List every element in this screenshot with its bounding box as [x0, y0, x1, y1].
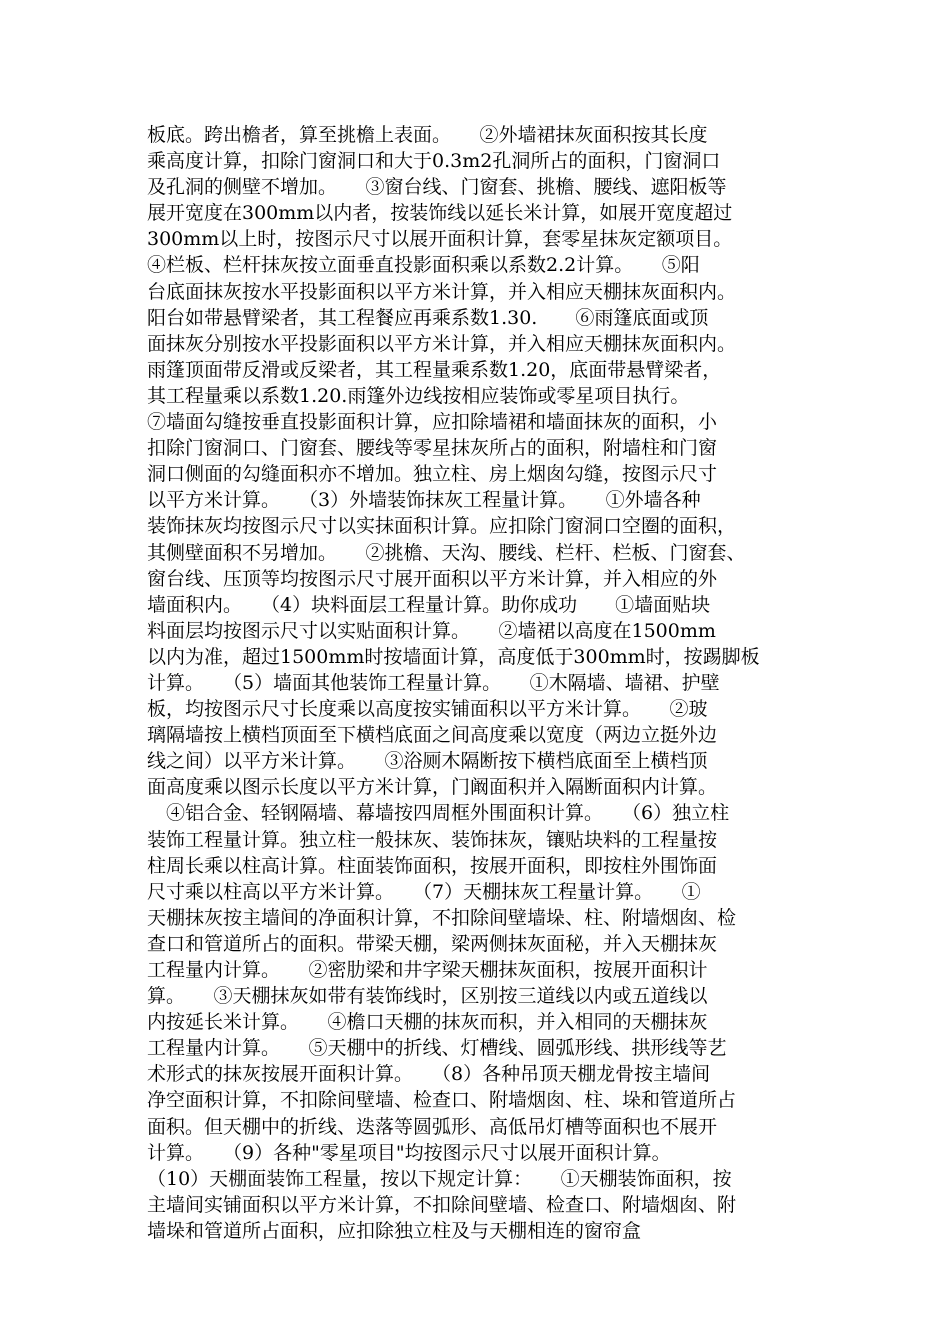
body-text [147, 122, 837, 1244]
text-line: （10）天棚面装饰工程量，按以下规定计算： ①天棚装饰面积，按 [147, 1167, 732, 1190]
text-line: ④铝合金、轻钢隔墙、幕墙按四周框外围面积计算。 （6）独立柱 [147, 802, 730, 825]
text-line: 工程量内计算。 ⑤天棚中的折线、灯槽线、圆弧形线、拱形线等艺 [147, 1037, 727, 1060]
text-line: 料面层均按图示尺寸以实贴面积计算。 ②墙裙以高度在1500mm [147, 619, 716, 642]
text-line: 窗台线、压顶等均按图示尺寸展开面积以平方米计算，并入相应的外 [147, 567, 718, 590]
text-line: 线之间）以平方米计算。 ③浴厕木隔断按下横档底面至上横档顶 [147, 750, 708, 773]
text-line: 算。 ③天棚抹灰如带有装饰线时，区别按三道线以内或五道线以 [147, 985, 708, 1008]
text-line: 台底面抹灰按水平投影面积以平方米计算，并入相应天棚抹灰面积内。 [147, 280, 737, 303]
text-line: 展开宽度在300mm以内者，按装饰线以延长米计算，如展开宽度超过 [147, 202, 733, 225]
text-line: 及孔洞的侧壁不增加。 ③窗台线、门窗套、挑檐、腰线、遮阳板等 [147, 176, 727, 199]
text-line: 柱周长乘以柱高计算。柱面装饰面积，按展开面积，即按柱外围饰面 [147, 854, 718, 877]
text-line: 净空面积计算，不扣除间壁墙、检查口、附墙烟囱、柱、垛和管道所占 [147, 1089, 737, 1112]
text-line: 装饰抹灰均按图示尺寸以实抹面积计算。应扣除门窗洞口空圈的面积， [147, 515, 737, 538]
text-line: 洞口侧面的勾缝面积亦不增加。独立柱、房上烟囱勾缝，按图示尺寸 [147, 463, 718, 486]
text-line: 以平方米计算。 （3）外墙装饰抹灰工程量计算。 ①外墙各种 [147, 489, 701, 512]
text-line: 扣除门窗洞口、门窗套、腰线等零星抹灰所占的面积，附墙柱和门窗 [147, 437, 718, 460]
text-line: 墙面积内。 （4）块料面层工程量计算。助你成功 ①墙面贴块 [147, 593, 711, 616]
text-line: 雨篷顶面带反滑或反梁者，其工程量乘系数1.20，底面带悬臂梁者， [147, 358, 722, 381]
text-line: 墙垛和管道所占面积，应扣除独立柱及与天棚相连的窗帘盒 [147, 1219, 642, 1242]
text-line: 计算。 （5）墙面其他装饰工程量计算。 ①木隔墙、墙裙、护壁 [147, 671, 720, 694]
text-line: 主墙间实铺面积以平方米计算，不扣除间壁墙、检查口、附墙烟囱、附 [147, 1193, 737, 1216]
text-line: 300mm以上时，按图示尺寸以展开面积计算，套零星抹灰定额项目。 [147, 228, 733, 251]
text-line: 其侧壁面积不另增加。 ②挑檐、天沟、腰线、栏杆、栏板、门窗套、 [147, 541, 746, 564]
text-line: 乘高度计算，扣除门窗洞口和大于0.3m2孔洞所占的面积，门窗洞口 [147, 150, 721, 173]
text-line: 板底。跨出檐者，算至挑檐上表面。 ②外墙裙抹灰面积按其长度 [147, 124, 708, 146]
text-line: 装饰工程量计算。独立柱一般抹灰、装饰抹灰，镶贴块料的工程量按 [147, 828, 718, 851]
text-line: 工程量内计算。 ②密肋梁和井字梁天棚抹灰面积，按展开面积计 [147, 959, 708, 981]
text-line: 内按延长米计算。 ④檐口天棚的抹灰而积，并入相同的天棚抹灰 [147, 1011, 708, 1034]
text-line: 以内为准，超过1500mm时按墙面计算，高度低于300mm时，按踢脚板 [147, 645, 760, 668]
text-line: 查口和管道所占的面积。带梁天棚，梁两侧抹灰面秘，并入天棚抹灰 [147, 932, 718, 955]
text-line: 术形式的抹灰按展开面积计算。 （8）各种吊顶天棚龙骨按主墙间 [147, 1063, 711, 1086]
text-line: 璃隔墙按上横档顶面至下横档底面之间高度乘以宽度（两边立挺外边 [147, 724, 718, 747]
text-line: 面高度乘以图示长度以平方米计算，门阚面积并入隔断面积内计算。 [147, 776, 718, 799]
text-line: 其工程量乘以系数1.20.雨篷外边线按相应装饰或零星项目执行。 [147, 384, 690, 407]
text-line: 板，均按图示尺寸长度乘以高度按实铺面积以平方米计算。 ②玻 [147, 698, 708, 721]
text-line: ⑦墙面勾缝按垂直投影面积计算，应扣除墙裙和墙面抹灰的面积，小 [147, 411, 718, 434]
text-line: 面积。但天棚中的折线、迭落等圆弧形、高低吊灯槽等面积也不展开 [147, 1115, 718, 1138]
text-line: 天棚抹灰按主墙间的净面积计算，不扣除间壁墙垛、柱、附墙烟囱、检 [147, 906, 737, 929]
text-line: 计算。 （9）各种"零星项目"均按图示尺寸以展开面积计算。 [147, 1141, 671, 1164]
text-line: ④栏板、栏杆抹灰按立面垂直投影面积乘以系数2.2计算。 ⑤阳 [147, 254, 700, 277]
text-line: 尺寸乘以柱高以平方米计算。 （7）天棚抹灰工程量计算。 ① [147, 880, 701, 903]
text-line: 阳台如带悬臂梁者，其工程餐应再乘系数1.30. ⑥雨篷底面或顶 [147, 306, 709, 329]
text-line: 面抹灰分别按水平投影面积以平方米计算，并入相应天棚抹灰面积内。 [147, 332, 737, 355]
